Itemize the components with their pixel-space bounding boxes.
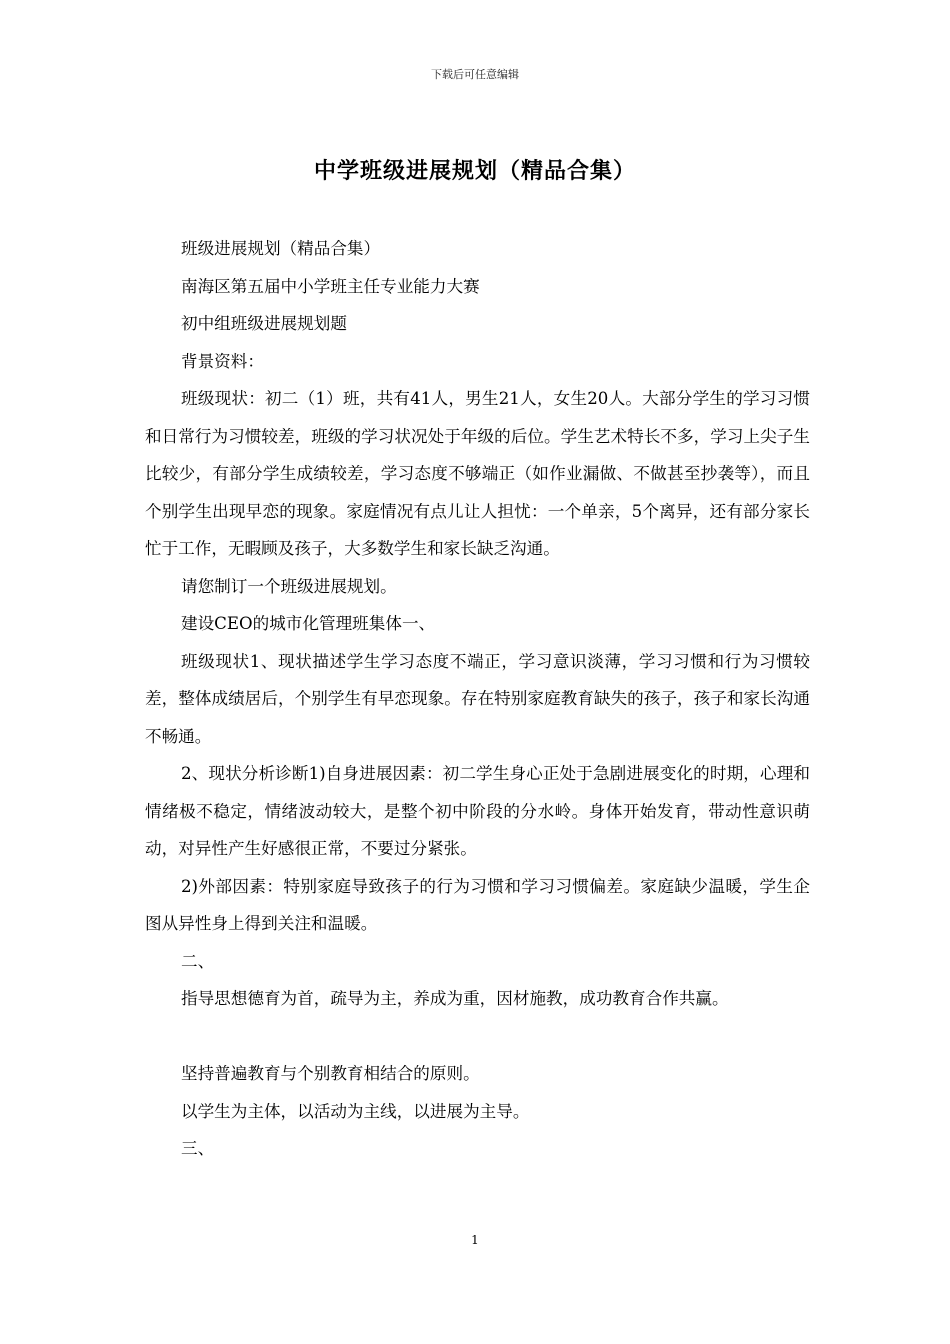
- paragraph: 二、: [181, 951, 215, 971]
- header-note: 下载后可任意编辑: [431, 68, 519, 81]
- paragraph: 以学生为主体，以活动为主线，以进展为主导。: [181, 1101, 530, 1121]
- document-title: 中学班级进展规划（精品合集）: [313, 159, 636, 184]
- paragraph: 指导思想德育为首，疏导为主，养成为重，因材施教，成功教育合作共赢。: [181, 989, 729, 1008]
- blank-line: [145, 1018, 810, 1056]
- paragraph: 南海区第五届中小学班主任专业能力大赛: [181, 276, 480, 296]
- paragraph: 初中组班级进展规划题: [181, 314, 347, 333]
- page-number: 1: [471, 1233, 479, 1247]
- paragraph: 2)外部因素：特别家庭导致孩子的行为习惯和学习习惯偏差。家庭缺少温暖，学生企图从异性身上得到关注和温暖。: [145, 876, 810, 933]
- paragraph: 班级现状：初二（1）班，共有41人，男生21人，女生20人。大部分学生的学习习惯和日常行为习惯较差，班级的学习状况处于年级的后位。学生艺术特长不多，学习上尖子生比较少，有部分学生成绩较差，学习态度不够端正（如作业漏做、不做甚至抄袭等），而且个别学生出现早恋的现象。家庭情况有点儿让人担忧：一个单亲，5个离异，还有部分家长忙于工作，无暇顾及孩子，大多数学生和家长缺乏沟通。: [145, 389, 810, 558]
- paragraph: 背景资料：: [181, 351, 264, 371]
- paragraph: 班级进展规划（精品合集）: [181, 239, 381, 258]
- paragraph: 三、: [181, 1139, 215, 1158]
- paragraph: 请您制订一个班级进展规划。: [181, 576, 397, 596]
- paragraph: 坚持普遍教育与个别教育相结合的原则。: [181, 1064, 480, 1083]
- document-body: [145, 230, 810, 1168]
- paragraph: 班级现状1、现状描述学生学习态度不端正，学习意识淡薄，学习习惯和行为习惯较差，整体成绩居后，个别学生有早恋现象。存在特别家庭教育缺失的孩子，孩子和家长沟通不畅通。: [145, 651, 810, 746]
- paragraph: 建设CEO的城市化管理班集体一、: [181, 614, 436, 633]
- paragraph: 2、现状分析诊断1)自身进展因素：初二学生身心正处于急剧进展变化的时期，心理和情绪极不稳定，情绪波动较大，是整个初中阶段的分水岭。身体开始发育，带动性意识萌动，对异性产生好感很正常，不要过分紧张。: [145, 764, 810, 858]
